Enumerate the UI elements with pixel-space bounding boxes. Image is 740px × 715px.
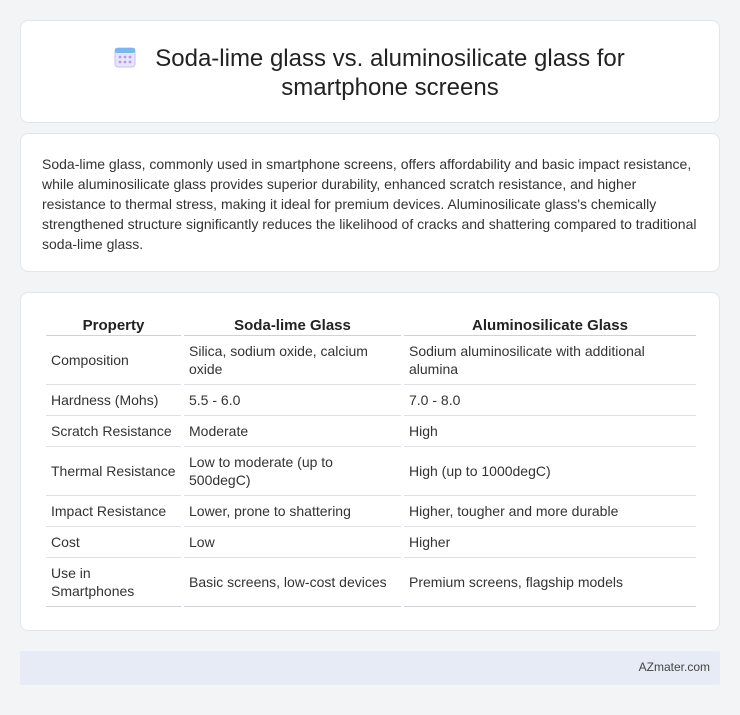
header-soda-lime: Soda-lime Glass [184,314,401,336]
table-row [46,416,696,447]
soda-lime-cell: Low to moderate (up to 500degC) [184,447,401,496]
property-cell: Composition [46,336,181,385]
property-cell: Cost [46,527,181,558]
summary-text: Soda-lime glass, commonly used in smartphone screens, offers affordability and basic impact resistance, while aluminosilicate glass provides superior durability, enhanced scratch resistance, and higher resistance to thermal stress, making it ideal for premium devices. Aluminosilicate glass's chemically strengthened structure significantly reduces the likelihood of cracks and shattering compared to traditional soda-lime glass. [42,156,697,252]
property-cell: Hardness (Mohs) [46,385,181,416]
aluminosilicate-cell: 7.0 - 8.0 [404,385,696,416]
aluminosilicate-cell: Premium screens, flagship models [404,558,696,607]
property-cell: Use in Smartphones [46,558,181,607]
property-cell: Scratch Resistance [46,416,181,447]
page-title: Soda-lime glass vs. aluminosilicate glass for smartphone screens [155,45,625,101]
aluminosilicate-cell: High [404,416,696,447]
aluminosilicate-cell: Higher, tougher and more durable [404,496,696,527]
header-aluminosilicate: Aluminosilicate Glass [404,314,696,336]
table-row [46,447,696,496]
soda-lime-cell: Low [184,527,401,558]
aluminosilicate-cell: Sodium aluminosilicate with additional alumina [404,336,696,385]
soda-lime-cell: Basic screens, low-cost devices [184,558,401,607]
summary-card [20,133,720,272]
comparison-table [43,314,699,607]
table-row [46,336,696,385]
soda-lime-cell: Lower, prone to shattering [184,496,401,527]
soda-lime-cell: Silica, sodium oxide, calcium oxide [184,336,401,385]
table-row [46,496,696,527]
table-row [46,385,696,416]
table-header-row [46,314,696,336]
aluminosilicate-cell: High (up to 1000degC) [404,447,696,496]
footer-bar [20,651,720,685]
header-property: Property [46,314,181,336]
soda-lime-cell: 5.5 - 6.0 [184,385,401,416]
footer-brand: AZmater.com [638,660,710,674]
soda-lime-cell: Moderate [184,416,401,447]
title-card [20,20,720,123]
property-cell: Impact Resistance [46,496,181,527]
aluminosilicate-cell: Higher [404,527,696,558]
table-row [46,558,696,607]
property-cell: Thermal Resistance [46,447,181,496]
comparison-table-card [20,292,720,631]
table-row [46,527,696,558]
